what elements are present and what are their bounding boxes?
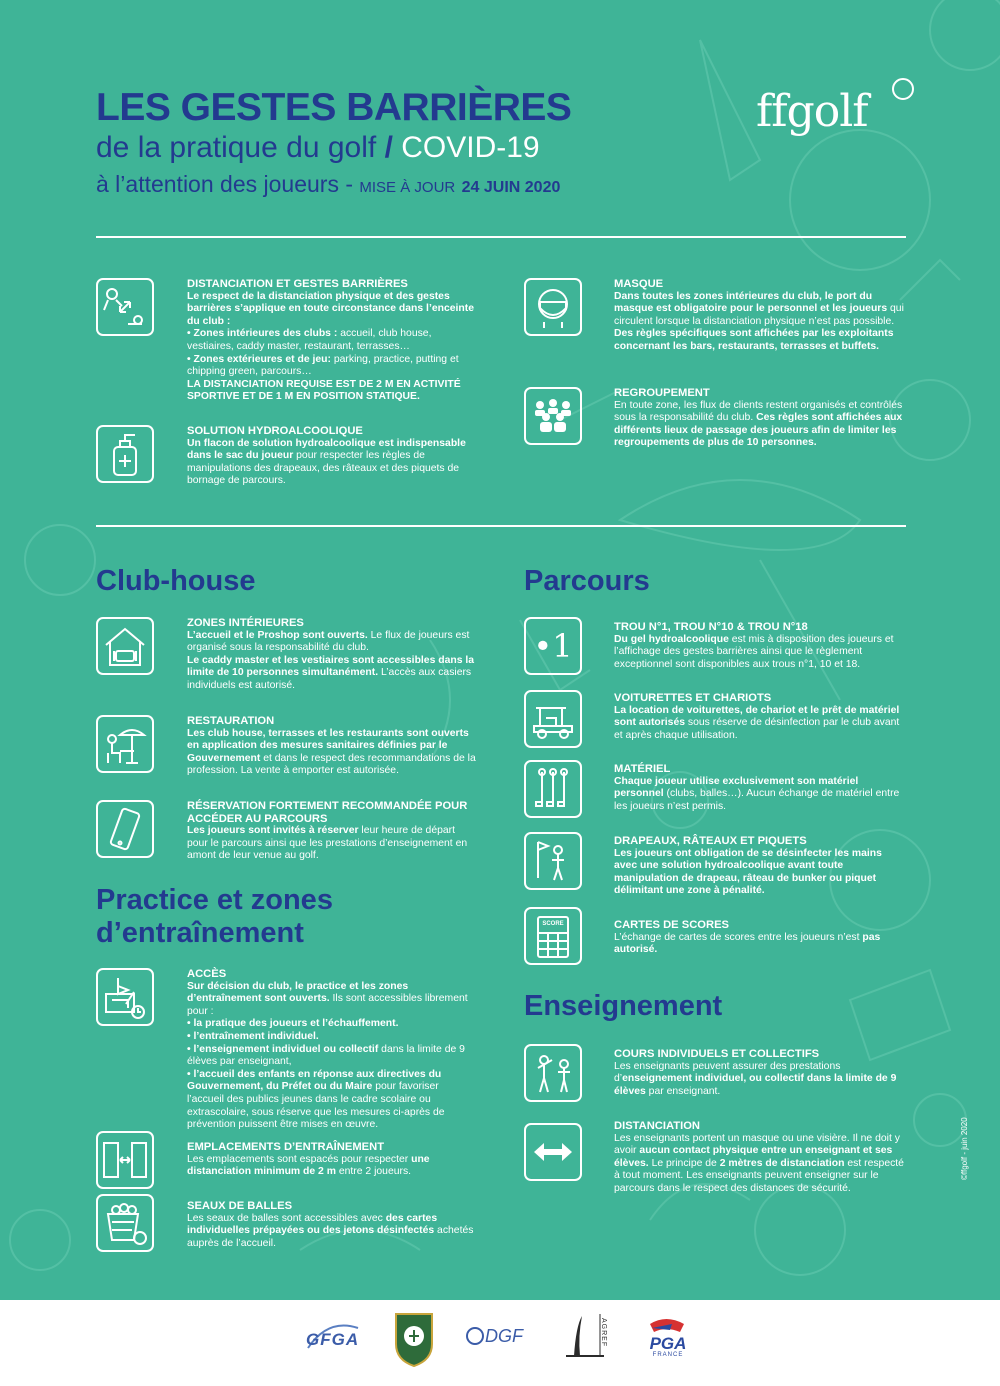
agref-logo-text: AGREF [600,1318,607,1348]
ffgolf-logo: ffgolf [756,86,868,137]
block-text: sous réserve de désinfection par le club avant et après chaque utilisation. [614,717,900,741]
block-text: L’échange de cartes de scores entre les joueurs n’est [614,931,860,943]
block-emphasis: Les joueurs ont obligation de se désinfecter les mains avec une solution hydroalcoolique avant toute manipulation de drapeau, râteau de bunker ou piquet délimitant une zone à pénalité. [614,847,882,897]
block-title: COURS INDIVIDUELS ET COLLECTIFS [614,1048,820,1060]
block-text: et dans le respect des recommandations de la profession. La vente à emporter est autorisée. [187,752,476,777]
block-text: entre 2 joueurs. [338,1166,412,1178]
block-drapeaux [614,835,906,898]
section-heading-clubhouse: Club-house [96,565,256,597]
block-text: est mis à disposition des joueurs et l’affichage des gestes barrières ainsi que le règlement exceptionnel sont disponibles aux trous n°1, 10 et 18. [614,633,894,670]
block-title: DRAPEAUX, RÂTEAUX ET PIQUETS [614,835,807,847]
scorecard-label: SCORE [542,921,564,927]
block-masque [614,278,906,354]
update-date: 24 JUIN 2020 [461,179,561,196]
divider-middle [96,525,906,527]
block-text: Le flux de joueurs est organisé sous la responsabilité du club. [187,629,470,654]
block-title: SOLUTION HYDROALCOOLIQUE [187,425,363,437]
block-text: leur heure de départ pour le parcours ainsi que les prestations d’enseignement en amont de leur venue au golf. [187,825,468,862]
block-emphasis: des cartes individuelles prépayées ou des jetons désinfectés [187,1212,438,1237]
heading-line: Practice et zones [96,884,333,916]
double-arrow-icon [524,1123,582,1181]
block-materiel [614,763,906,813]
block-seaux [187,1200,477,1250]
block-text: Les emplacements sont espacés pour respecter [187,1153,409,1165]
block-text: En toute zone, les flux de clients restent organisés et contrôlés sous la responsabilité du club. [614,399,903,424]
block-emphasis: Ces règles sont affichées aux différents lieux de passage des joueurs afin de limiter les regroupements de plus de 10 personnes. [614,412,903,449]
list-item: • la pratique des joueurs et l’échauffement. [187,1018,399,1030]
audience-text: à l’attention des joueurs - [96,171,353,197]
block-emphasis: Un flacon de solution hydroalcoolique est indispensable dans le sac du joueur [187,437,466,462]
gfga-logo-text: GFGA [306,1330,360,1349]
block-voiturettes [614,692,906,742]
block-text: qui circulent lorsque la distanciation physique n’est pas possible. [614,303,904,327]
block-emphasis: Du gel hydroalcoolique [614,633,729,645]
mask-icon [524,278,582,336]
block-emphasis: Chaque joueur utilise exclusivement son matériel personnel [614,775,859,800]
sanitizer-icon [96,425,154,483]
list-item: • l’enseignement individuel ou collectif [187,1043,379,1055]
smartphone-icon [96,800,154,858]
block-emplacements [187,1141,477,1179]
block-solution [187,425,477,488]
section-heading-parcours: Parcours [524,565,650,597]
golf-clubs-icon [524,760,582,818]
block-title: RÉSERVATION FORTEMENT RECOMMANDÉE POUR ACCÉDER AU PARCOURS [187,800,468,825]
list-item: • l’accueil des enfants en réponse aux directives du Gouvernement, du Préfet ou du Maire [187,1068,442,1093]
list-item-text: pour favoriser l’accueil des publics jeunes dans le cadre scolaire ou extrascolaire, sous réserve que les mesures ci-après de prévention puissent être mises en œuvre. [187,1081,445,1131]
block-title: DISTANCIATION [614,1120,700,1132]
block-cartes [614,919,906,957]
copyright-note: ©ffgolf - juin 2020 [960,1117,969,1180]
block-title: ZONES INTÉRIEURES [187,617,304,629]
block-restauration [187,715,477,778]
list-item-text: dans la limite de 9 élèves par enseignant, [187,1043,465,1068]
poster-title: LES GESTES BARRIÈRES [96,86,572,129]
pga-country-text: FRANCE [652,1352,684,1358]
ball-bucket-icon [96,1194,154,1252]
block-text: Ils sont accessibles librement pour : [187,993,468,1017]
block-text: Le principe de [651,1157,717,1169]
partner-logos-footer [0,1300,1000,1386]
group-icon [524,387,582,445]
block-regroupement [614,387,906,450]
coach-student-icon [524,1044,582,1102]
block-text: est respecté à tout moment. Les enseignants peuvent enseigner sur le parcours dans le respect des distances de sécurité. [614,1157,904,1194]
subtitle-main: de la pratique du golf [96,131,377,164]
block-emphasis: Dans toutes les zones intérieures du club, le port du masque est obligatoire pour le personnel et les joueurs [614,290,888,315]
block-text: achetés auprès de l’accueil. [187,1225,474,1249]
block-text: Les enseignants peuvent assurer des prestations d’ [614,1060,841,1085]
block-emphasis: Sur décision du club, le practice et les zones d’entraînement sont ouverts. [187,980,409,1005]
golfer-flag-icon [524,832,582,890]
block-text: Les enseignants portent un masque ou une visière. Il ne doit y avoir [614,1132,900,1157]
block-emphasis: LA DISTANCIATION REQUISE EST DE 2 M EN ACTIVITÉ SPORTIVE ET DE 1 M EN POSITION STATIQUE. [187,378,461,403]
block-title: REGROUPEMENT [614,387,710,399]
gdgf-seal-logo [392,1310,436,1368]
bullet-label: • Zones intérieures des clubs : [187,328,338,340]
block-title: CARTES DE SCORES [614,919,729,931]
block-emphasis: Des règles spécifiques sont affichées par les exploitants concernant les bars, restaurants, terrasses et buffets. [614,328,894,352]
adgf-logo-text: DGF [485,1326,523,1346]
block-title: VOITURETTES ET CHARIOTS [614,692,772,704]
block-text: (clubs, balles…). Aucun échange de matériel entre les joueurs n’est permis. [614,788,900,812]
section-heading-enseignement: Enseignement [524,990,723,1022]
block-distanciation [187,278,477,404]
house-armchair-icon [96,617,154,675]
ffgolf-rooster-icon [892,78,914,100]
poster-subtitle [96,131,540,165]
block-distanciation-enseignement [614,1120,906,1196]
block-text: par enseignant. [648,1085,721,1097]
section-heading-practice [96,884,333,950]
block-emphasis: L’accueil et le Proshop sont ouverts. [187,629,368,641]
block-title: MASQUE [614,278,664,290]
distance-mats-icon [96,1131,154,1189]
block-text: Le respect de la distanciation physique et des gestes barrières s’applique en toute circonstance dans l’enceinte du club : [187,290,474,327]
divider-top [96,236,906,238]
agref-logo [560,1308,610,1368]
hole-number-label: •1 [533,627,573,665]
block-text: Les seaux de balles sont accessibles avec [187,1212,383,1224]
golf-cart-icon [524,690,582,748]
block-emphasis: 2 mètres de distanciation [719,1157,845,1169]
adgf-logo [465,1322,533,1352]
poster-audience [96,171,560,198]
block-emphasis: enseignement individuel, ou collectif dans la limite de 9 élèves [614,1073,897,1097]
update-label: MISE À JOUR [359,179,456,196]
bullet-text: accueil, club house, vestiaires, caddy master, restaurant, terrasses… [187,328,432,352]
block-emphasis: pas autorisé. [614,931,881,956]
block-emphasis: Les club house, terrasses et les restaurants sont ouverts en application des mesures sanitaires définies par le Gouvernement [187,727,469,764]
block-reservation [187,800,477,863]
gfga-logo [302,1318,366,1362]
scorecard-icon [524,907,582,965]
list-item: • l’entraînement individuel. [187,1030,319,1042]
block-title: DISTANCIATION ET GESTES BARRIÈRES [187,278,408,290]
block-text: L’accès aux casiers individuels est autorisé. [187,667,472,691]
practice-range-icon [96,968,154,1026]
block-emphasis: La location de voiturettes, de chariot et le prêt de matériel sont autorisés [614,704,900,729]
block-cours [614,1048,906,1098]
bullet-text: parking, practice, putting et chipping green, parcours… [187,353,459,378]
pga-france-logo [640,1314,696,1362]
block-title: RESTAURATION [187,715,275,727]
block-emphasis: Les joueurs sont invités à réserver [187,825,359,837]
block-title: TROU N°1, TROU N°10 & TROU N°18 [614,621,808,633]
block-trous [614,621,906,671]
hole-number-icon [524,617,582,675]
block-emphasis: une distanciation minimum de 2 m [187,1153,430,1178]
block-zones-interieures [187,617,477,693]
block-title: MATÉRIEL [614,763,671,775]
heading-line: d’entraînement [96,917,304,949]
pga-logo-text: PGA [649,1334,687,1353]
block-title: EMPLACEMENTS D’ENTRAÎNEMENT [187,1141,385,1153]
subtitle-covid: COVID-19 [401,131,540,164]
block-title: ACCÈS [187,968,227,980]
block-emphasis: Le caddy master et les vestiaires sont accessibles dans la limite de 10 personnes simultanément. [187,654,475,679]
block-text: pour respecter les règles de manipulations des drapeaux, des râteaux et des piquets de bornage de parcours. [187,450,460,487]
block-emphasis: aucun contact physique entre un enseignant et ses élèves. [614,1145,893,1169]
subtitle-separator: / [384,131,393,164]
distancing-icon [96,278,154,336]
bullet-label: • Zones extérieures et de jeu: [187,353,331,365]
restaurant-terrace-icon [96,715,154,773]
block-title: SEAUX DE BALLES [187,1200,293,1212]
block-acces [187,968,477,1132]
